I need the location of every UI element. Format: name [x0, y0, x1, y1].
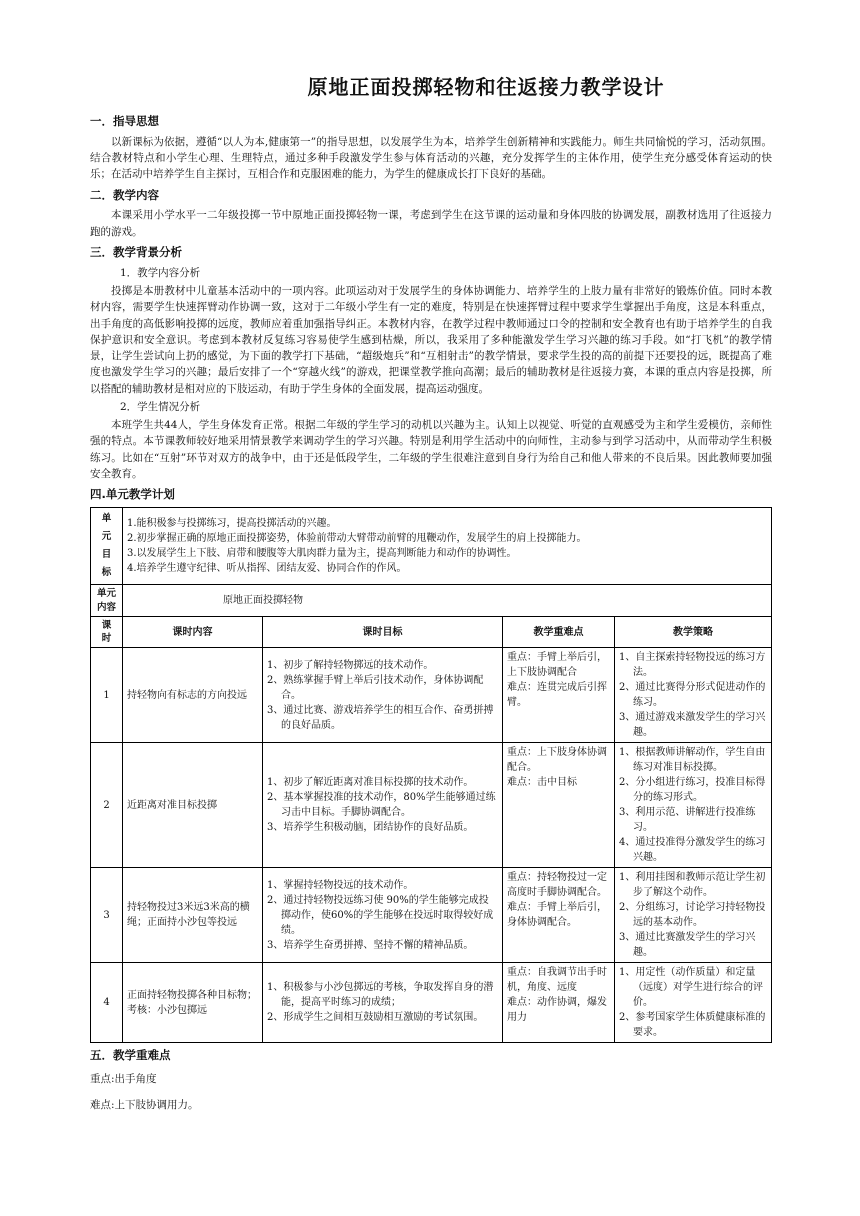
lesson-goals: [263, 868, 503, 963]
section-heading: 四.单元教学计划: [90, 487, 175, 502]
key-point-line: 重点：上下肢身体协调配合。: [507, 747, 607, 774]
lesson-content: 持轻物投过3米远3米高的横绳；正面持小沙包等投远: [123, 868, 263, 963]
goal-list-item: 1、初步了解持轻物掷远的技术动作。: [267, 659, 434, 671]
goal-item: 3.以发展学生上下肢、肩带和腰腹等大肌肉群力量为主，提高判断能力和动作的协调性。: [127, 548, 517, 560]
lesson-goals: [263, 648, 503, 743]
section-teaching-content: [90, 187, 772, 240]
section-heading: 三．教学背景分析: [90, 244, 182, 259]
unit-plan-table: [90, 507, 772, 1043]
key-point-line: 难点：连贯完成后引挥臂。: [507, 682, 607, 709]
header-lesson-content: 课时内容: [123, 616, 263, 648]
strategy-list-item: 2、分小组进行练习，投准目标得分的练习形式。: [619, 777, 766, 804]
section-guiding-ideology: [90, 113, 772, 183]
section-unit-plan: [90, 486, 772, 1043]
strategy-list-item: 2、通过比赛得分形式促进动作的练习。: [619, 682, 766, 709]
strategy-list-item: 2、分组练习，讨论学习持轻物投远的基本动作。: [619, 902, 766, 929]
goal-item: 2.初步掌握正确的原地正面投掷姿势，体验前带动大臂带动前臂的甩鞭动作，发展学生的肩上投掷能力。: [127, 533, 587, 545]
goal-item: 4.培养学生遵守纪律、听从指挥、团结友爱、协同合作的作风。: [127, 563, 407, 575]
lesson-number: 4: [91, 963, 123, 1043]
goal-list-item: 2、熟练掌握手臂上举后引技术动作，身体协调配合。: [267, 674, 484, 701]
table-row: [91, 743, 772, 868]
goal-item: 1.能积极参与投掷练习，提高投掷活动的兴趣。: [127, 518, 337, 530]
unit-goals-row: [91, 508, 772, 585]
goals-list: [267, 775, 498, 835]
lesson-strategy: [615, 963, 772, 1043]
strategy-list-item: 1、自主探索持轻物投远的练习方法。: [619, 652, 766, 679]
lesson-content: 持轻物向有标志的方向投远: [123, 648, 263, 743]
lesson-strategy: [615, 743, 772, 868]
lesson-strategy: [615, 868, 772, 963]
strategy-list-item: 2、参考国家学生体质健康标准的要求。: [619, 1012, 766, 1039]
goal-list-item: 3、通过比赛、游戏培养学生的相互合作、奋勇拼搏的良好品质。: [267, 704, 494, 731]
header-lesson-goals: 课时目标: [263, 616, 503, 648]
unit-goals-label: 单 元 目 标: [91, 508, 123, 585]
goal-list-item: 3、培养学生奋勇拼搏、坚持不懈的精神品质。: [267, 939, 474, 951]
lesson-key-points: [503, 868, 615, 963]
strategy-list-item: 1、用定性（动作质量）和定量（远度）对学生进行综合的评价。: [619, 967, 763, 1009]
lesson-number: 3: [91, 868, 123, 963]
table-row: [91, 868, 772, 963]
subheading: 2．学生情况分析: [120, 400, 201, 413]
table-row: [91, 963, 772, 1043]
paragraph: 本班学生共44人，学生身体发育正常。根据二年级的学生学习的动机以兴趣为主。认知上以视觉、听觉的直观感受为主和学生爱模仿，亲师性强的特点。本节课教师较好地采用情景教学来调动学生的学习兴趣。特别是利用学生活动中的向师性，主动参与到学习活动中，从而带动学生积极练习。比如在“互射”环节对双方的战争中，由于还是低段学生，二年级的学生很难注意到自身行为给自己和他人带来的不良后果。因此教师要加强安全教育。: [90, 419, 772, 480]
lesson-content: 正面持轻物投掷各种目标物；考核：小沙包掷远: [123, 963, 263, 1043]
paragraph: 以新课标为依据，遵循“以人为本,健康第一”的指导思想，以发展学生为本，培养学生创新精神和实践能力。师生共同愉悦的学习，活动氛围。 结合教材特点和小学生心理、生理特点，通过多种手段激发学生参与体育活动的兴趣，充分发挥学生的主体作用，使学生充分感受体育运动的快乐；在活动中培养学生自主探讨，互相合作和克服困难的能力，为学生的健康成长打下良好的基础。: [90, 135, 772, 181]
lesson-content: 近距离对准目标投掷: [123, 743, 263, 868]
lesson-key-points: [503, 743, 615, 868]
goal-list-item: 2、通过持轻物投远练习使 90%的学生能够完成投掷动作，使60%的学生能够在投远时取得较好成绩。: [267, 894, 494, 936]
header-strategy: 教学策略: [615, 616, 772, 648]
section-heading: 一．指导思想: [90, 114, 159, 128]
section-background-analysis: [90, 244, 772, 482]
strategy-list-item: 3、通过比赛激发学生的学习兴趣。: [619, 932, 756, 959]
section-heading: 五．教学重难点: [90, 1048, 171, 1063]
goal-list-item: 1、掌握持轻物投远的技术动作。: [267, 879, 414, 891]
strategy-list-item: 3、通过游戏来激发学生的学习兴趣。: [619, 712, 766, 739]
lesson-number: 2: [91, 743, 123, 868]
subheading: 1．教学内容分析: [120, 266, 201, 279]
key-point-text: 重点:出手角度: [90, 1073, 157, 1086]
key-point-line: 难点：动作协调，爆发用力: [507, 997, 607, 1024]
strategy-list-item: 1、利用挂图和教师示范让学生初步了解这个动作。: [619, 872, 766, 899]
strategy-list: [619, 745, 767, 865]
lesson-number: 1: [91, 648, 123, 743]
difficulty-text: 难点:上下肢协调用力。: [90, 1099, 199, 1112]
unit-content-row: [91, 585, 772, 617]
goal-list-item: 3、培养学生积极动脑，团结协作的良好品质。: [267, 822, 474, 834]
goal-list-item: 1、积极参与小沙包掷远的考核，争取发挥自身的潜能，提高平时练习的成绩；: [267, 982, 494, 1009]
goal-list-item: 2、形成学生之间相互鼓励相互激励的考试氛围。: [267, 1012, 484, 1024]
section-key-difficulties: [90, 1047, 772, 1113]
key-point-line: 难点：击中目标: [507, 777, 577, 789]
lesson-goals: [263, 743, 503, 868]
table-header-row: [91, 616, 772, 648]
lesson-key-points: [503, 648, 615, 743]
goals-list: [267, 658, 498, 733]
lesson-goals: [263, 963, 503, 1043]
goal-list-item: 1、初步了解近距离对准目标投掷的技术动作。: [267, 777, 474, 789]
strategy-list: [619, 650, 767, 740]
key-point-line: 重点：手臂上举后引，上下肢协调配合: [507, 652, 607, 679]
strategy-list-item: 4、通过投准得分激发学生的练习兴趣。: [619, 837, 766, 864]
unit-content-label: 单元 内容: [91, 585, 123, 617]
section-heading: 二．教学内容: [90, 187, 159, 202]
key-point-line: 重点：自我调节出手时机，角度、远度: [507, 967, 607, 994]
document-title: 原地正面投掷轻物和往返接力教学设计: [307, 75, 665, 99]
goals-list: [267, 980, 498, 1025]
goals-list: [267, 878, 498, 953]
paragraph: 投掷是本册教材中儿童基本活动中的一项内容。此项运动对于发展学生的身体协调能力、培养学生的上肢力量有非常好的锻炼价值。同时本教材内容，需要学生快速挥臂动作协调一致，这对于二年级小学生有一定的难度，特别是在快速挥臂过程中要求学生掌握出手角度，这是本科重点，出手角度的高低影响投掷的远度，教师应着重加强指导纠正。本教材内容，在教学过程中教师通过口令的控制和安全教育也有助于培养学生的自我保护意识和安全意识。考虑到本教材反复练习容易使学生感到枯燥，所以，我采用了多种能激发学生学习兴趣的练习手段。如“打飞机”的教学情景，让学生尝试向上扔的感觉，为下面的教学打下基础，“超级炮兵”和“互相射击”的教学情景，要求学生投的高的前提下还要投的远，既提高了难度也激发学生学习的兴趣；最后安排了一个“穿越火线”的游戏，把课堂教学推向高潮；最后的辅助教材是往返接力赛，本课的重点内容是投掷，所以搭配的辅助教材是相对应的下肢运动，有助于学生身体的全面发展，提高运动强度。: [90, 285, 772, 395]
header-lesson-no: 课 时: [91, 616, 123, 648]
key-point-line: 重点：持轻物投过一定高度时手脚协调配合。: [507, 872, 607, 899]
unit-goals-cell: [123, 508, 772, 585]
strategy-list-item: 3、利用示范、讲解进行投准练习。: [619, 807, 756, 834]
lesson-key-points: [503, 963, 615, 1043]
paragraph: 本课采用小学水平一二年级投掷一节中原地正面投掷轻物一课，考虑到学生在这节课的运动量和身体四肢的协调发展，副教材选用了往返接力跑的游戏。: [90, 209, 772, 238]
lesson-strategy: [615, 648, 772, 743]
strategy-list: [619, 965, 767, 1040]
table-row: [91, 648, 772, 743]
strategy-list-item: 1、根据教师讲解动作，学生自由练习对准目标投掷。: [619, 747, 766, 774]
key-point-line: 难点：手臂上举后引，身体协调配合。: [507, 902, 607, 929]
strategy-list: [619, 870, 767, 960]
goal-list-item: 2、基本掌握投准的技术动作，80%学生能够通过练习击中目标。手脚协调配合。: [267, 792, 496, 819]
header-key-points: 教学重难点: [503, 616, 615, 648]
unit-content-value: 原地正面投掷轻物: [123, 585, 772, 617]
